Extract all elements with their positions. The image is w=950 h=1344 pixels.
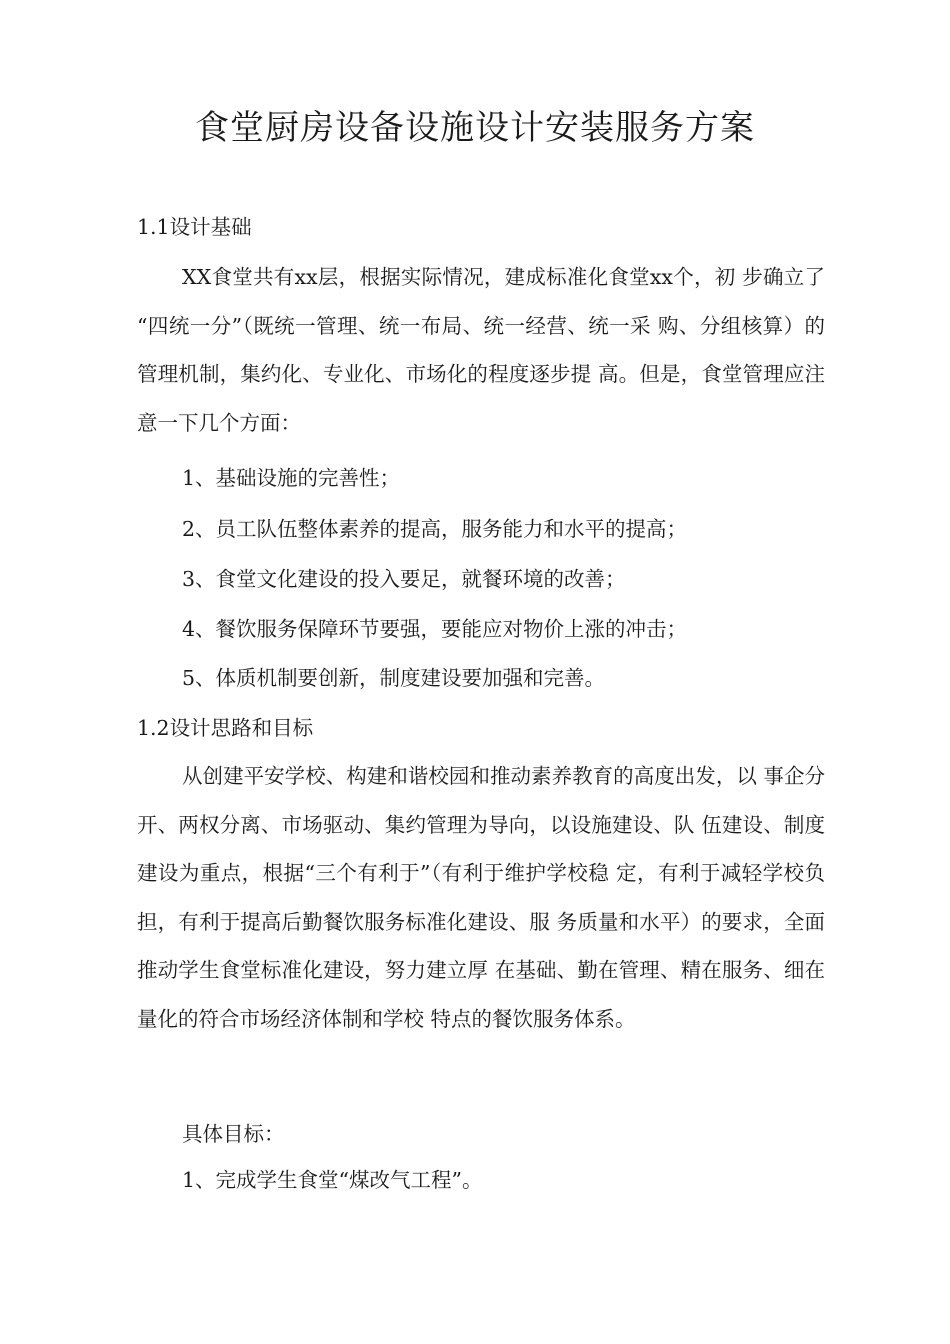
- list-item: 4、餐饮服务保障环节要强，要能应对物价上涨的冲击；: [182, 617, 688, 641]
- list-item: 1、基础设施的完善性；: [182, 466, 401, 490]
- document-title: 食堂厨房设备设施设计安装服务方案: [195, 108, 755, 148]
- section-1-1-paragraph: XX食堂共有xx层，根据实际情况，建成标准化食堂xx个，初 步确立了 “四统一分”（既统一管理、统一布局、统一经营、统一采 购、分组核算）的管理机制，集约化、专业化、市场化的程度逐步提 高。但是，食堂管理应注意一下几个方面：: [137, 265, 825, 435]
- section-1-2-paragraph: 从创建平安学校、构建和谐校园和推动素养教育的高度出发，以 事企分开、两权分离、市场驱动、集约管理为导向，以设施建设、队 伍建设、制度建设为重点，根据“三个有利于”（有利于维护学校稳 定，有利于减轻学校负担，有利于提高后勤餐饮服务标准化建设、服 务质量和水平）的要求，全面推动学生食堂标准化建设，努力建立厚 在基础、勤在管理、精在服务、细在量化的符合市场经济体制和学校 特点的餐饮服务体系。: [137, 764, 825, 1031]
- section-heading-1-2: 1.2设计思路和目标: [137, 716, 314, 740]
- goal-item: 1、完成学生食堂“煤改气工程”。: [182, 1168, 483, 1192]
- list-item: 2、员工队伍整体素养的提高，服务能力和水平的提高；: [182, 517, 688, 541]
- section-heading-1-1: 1.1设计基础: [137, 215, 252, 239]
- list-item: 5、体质机制要创新，制度建设要加强和完善。: [182, 666, 606, 690]
- list-item: 3、食堂文化建设的投入要足，就餐环境的改善；: [182, 567, 626, 591]
- goals-label: 具体目标：: [182, 1122, 285, 1146]
